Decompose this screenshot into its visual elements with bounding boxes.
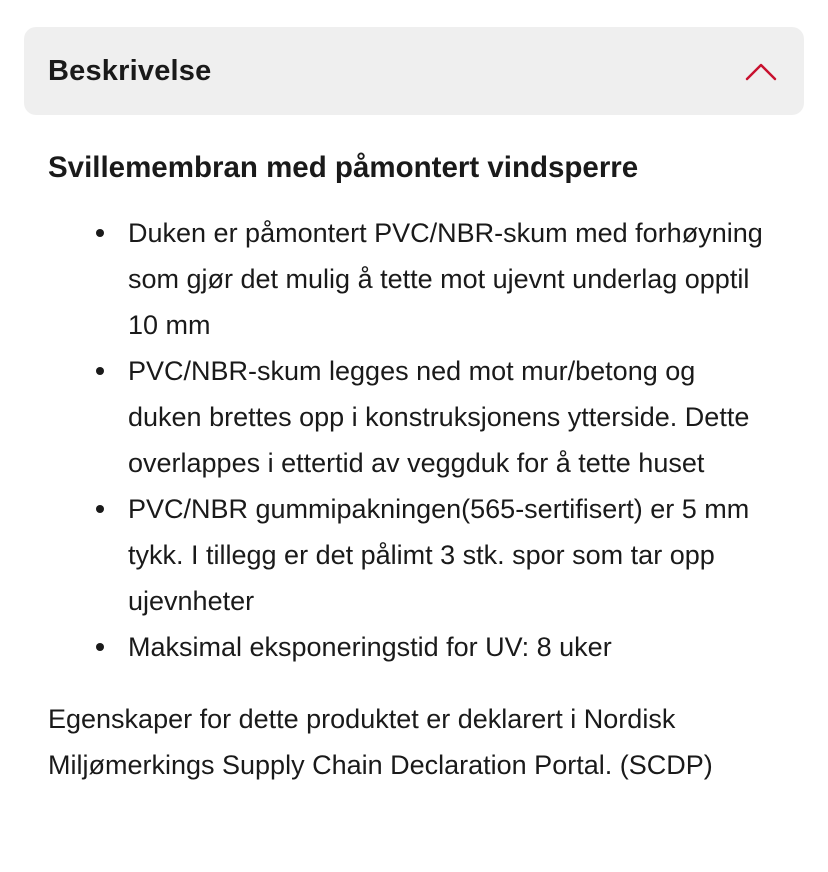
list-item-text: PVC/NBR gummipakningen(565-sertifisert) er 5 mm tykk. I tillegg er det pålimt 3 stk. spor som tar opp ujevnheter xyxy=(128,494,750,616)
list-item xyxy=(48,486,788,624)
list-item xyxy=(48,624,748,670)
list-item xyxy=(48,348,768,486)
bullet-icon xyxy=(96,643,104,651)
bullet-icon xyxy=(96,505,104,513)
list-item-text: Duken er påmontert PVC/NBR-skum med forhøyning som gjør det mulig å tette mot ujevnt underlag opptil 10 mm xyxy=(128,218,763,340)
list-item-text: Maksimal eksponeringstid for UV: 8 uker xyxy=(128,632,612,662)
accordion-title: Beskrivelse xyxy=(48,54,212,87)
bullet-icon xyxy=(96,229,104,237)
chevron-up-icon[interactable] xyxy=(744,60,778,82)
accordion-header-beskrivelse[interactable] xyxy=(24,27,804,115)
list-item-text: PVC/NBR-skum legges ned mot mur/betong og duken brettes opp i konstruksjonens ytterside. Dette overlappes i ettertid av veggduk for å tette huset xyxy=(128,356,750,478)
feature-list xyxy=(48,210,808,670)
bullet-icon xyxy=(96,367,104,375)
list-item xyxy=(48,210,768,348)
product-heading: Svillemembran med påmontert vindsperre xyxy=(48,151,639,184)
description-content xyxy=(48,140,808,788)
declaration-note: Egenskaper for dette produktet er deklarert i Nordisk Miljømerkings Supply Chain Declaration Portal. (SCDP) xyxy=(48,704,713,780)
